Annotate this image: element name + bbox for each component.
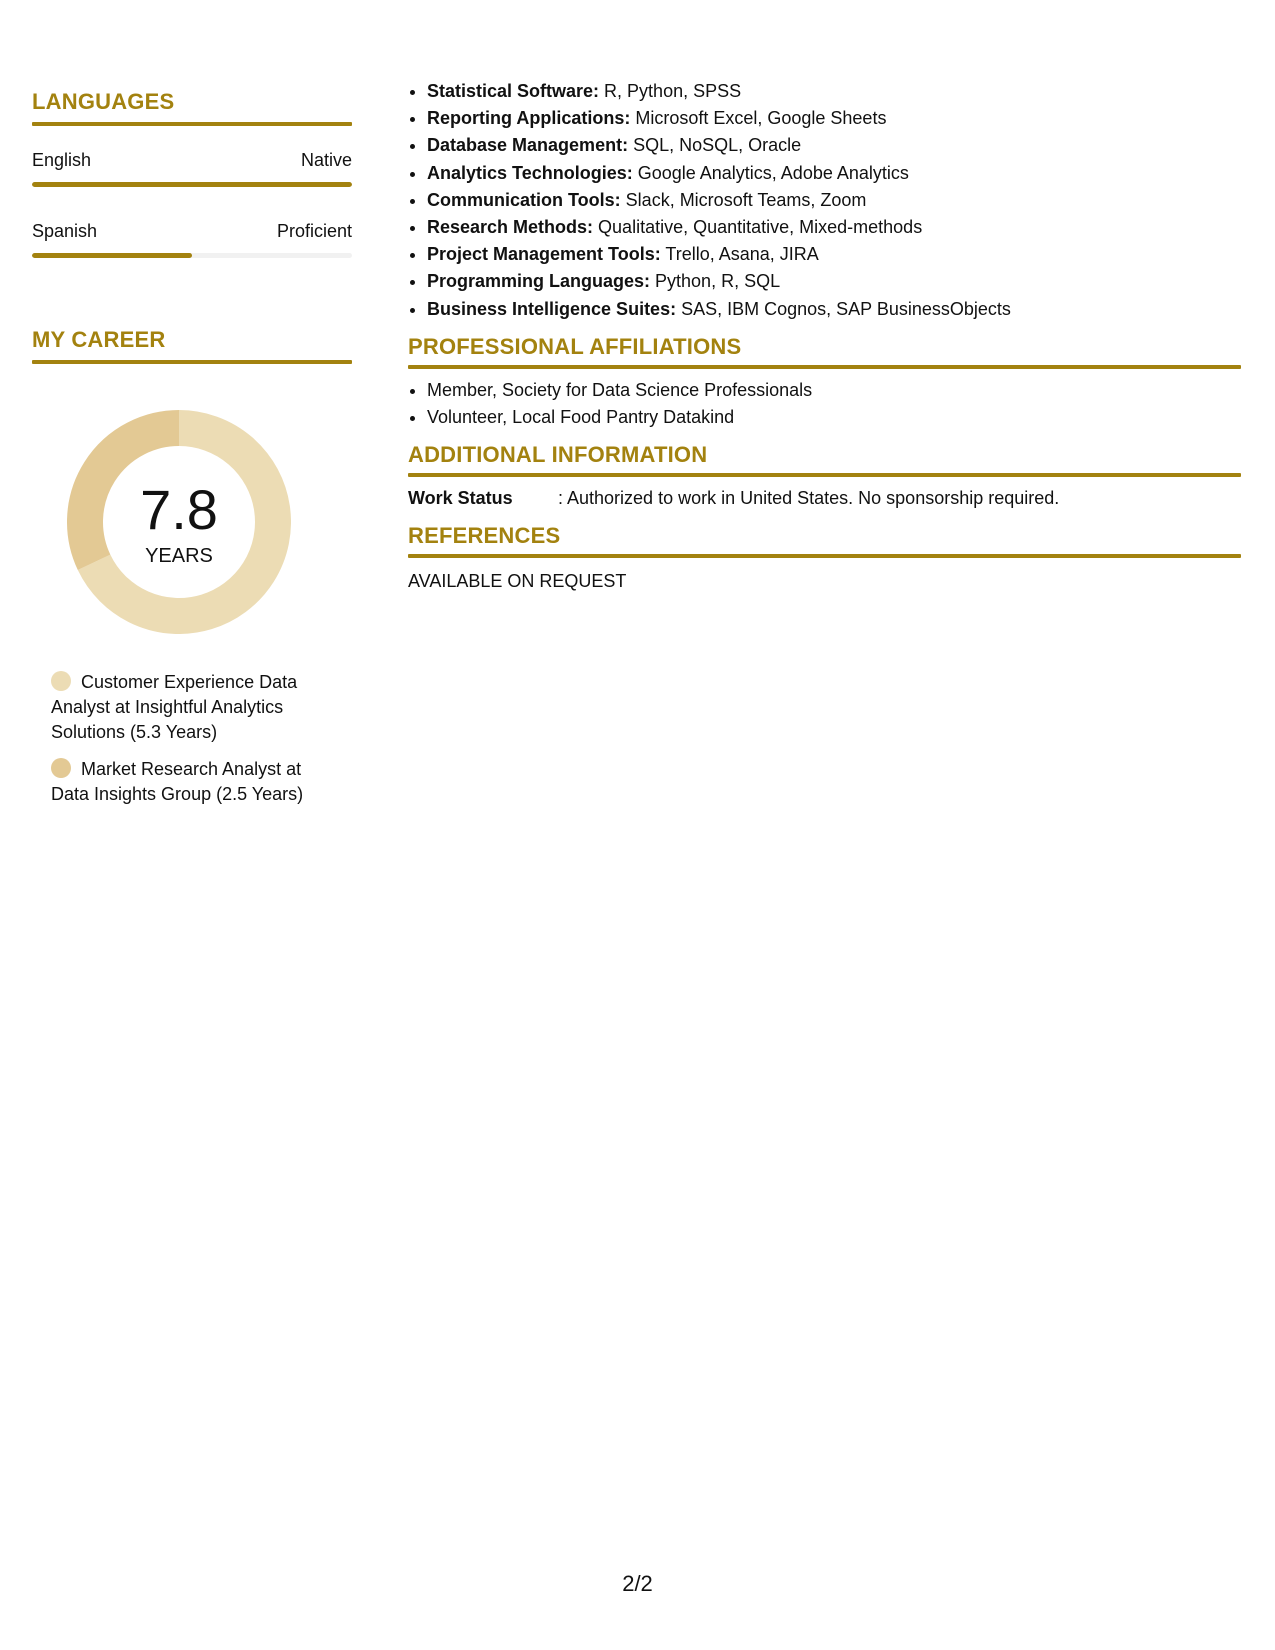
language-level: Native	[300, 150, 352, 170]
affiliations-title-rule	[408, 365, 1241, 369]
career-legend	[51, 670, 331, 807]
affiliations-title: PROFESSIONAL AFFILIATIONS	[408, 333, 742, 359]
skill-value: Python, R, SQL	[650, 271, 781, 292]
skill-label: Reporting Applications:	[427, 108, 631, 129]
skill-item	[427, 214, 1241, 241]
career-total-unit: YEARS	[145, 545, 213, 567]
work-status-row	[408, 485, 1241, 512]
references-title: REFERENCES	[408, 522, 561, 548]
legend-label: Market Research Analyst at Data Insights Group (2.5 Years)	[51, 759, 304, 804]
skill-item	[427, 187, 1241, 214]
skill-value: Trello, Asana, JIRA	[660, 244, 819, 265]
skill-label: Research Methods:	[427, 217, 594, 238]
skill-value: R, Python, SPSS	[599, 81, 742, 101]
page-number: 2/2	[622, 1571, 653, 1596]
skill-value: Slack, Microsoft Teams, Zoom	[620, 189, 867, 210]
career-donut-chart	[67, 410, 291, 634]
language-proficiency-fill	[32, 253, 192, 258]
skills-list	[408, 78, 1241, 323]
affiliations-list	[408, 377, 1241, 431]
language-proficiency-fill	[32, 182, 352, 187]
language-item-english	[32, 148, 352, 187]
skill-value: SQL, NoSQL, Oracle	[628, 135, 802, 156]
legend-item	[51, 670, 331, 745]
career-title-rule	[32, 360, 352, 364]
skill-item	[427, 296, 1241, 323]
list-item: • Member, Society for Data Science Professionals	[427, 377, 1241, 404]
additional-info-title-rule	[408, 473, 1241, 477]
legend-label: Customer Experience Data Analyst at Insightful Analytics Solutions (5.3 Years)	[51, 672, 298, 742]
skill-label: Project Management Tools:	[427, 244, 661, 265]
work-status-value: : Authorized to work in United States. No sponsorship required.	[558, 487, 1060, 508]
language-proficiency-bar	[32, 182, 352, 187]
career-section	[32, 326, 352, 807]
skill-item	[427, 105, 1241, 132]
list-item: • Volunteer, Local Food Pantry Datakind	[427, 404, 1241, 431]
skill-label: Business Intelligence Suites:	[427, 298, 677, 319]
languages-section	[32, 88, 352, 258]
language-level: Proficient	[276, 221, 352, 241]
career-title: MY CAREER	[32, 327, 166, 352]
legend-swatch	[51, 758, 71, 778]
skill-item	[427, 160, 1241, 187]
references-section	[408, 522, 1241, 595]
language-name: Spanish	[32, 221, 98, 241]
legend-item	[51, 757, 331, 807]
references-title-rule	[408, 554, 1241, 558]
skill-label: Communication Tools:	[427, 189, 621, 210]
languages-title-rule	[32, 122, 352, 126]
references-text: AVAILABLE ON REQUEST	[408, 570, 627, 591]
skill-value: Qualitative, Quantitative, Mixed-methods	[593, 217, 923, 238]
skill-item	[427, 132, 1241, 159]
skill-label: Database Management:	[427, 135, 629, 156]
right-column	[408, 78, 1241, 595]
language-name: English	[32, 150, 92, 170]
skill-item	[427, 78, 1241, 105]
languages-title: LANGUAGES	[32, 89, 175, 114]
language-item-spanish	[32, 219, 352, 258]
skill-item	[427, 241, 1241, 268]
affiliations-section	[408, 333, 1241, 431]
work-status-label: Work Status	[408, 487, 513, 508]
skill-value: Google Analytics, Adobe Analytics	[632, 162, 909, 183]
language-proficiency-bar	[32, 253, 352, 258]
skill-label: Programming Languages:	[427, 271, 651, 292]
skill-item	[427, 268, 1241, 295]
skill-label: Statistical Software:	[427, 81, 600, 101]
career-total-years: 7.8	[140, 478, 218, 541]
skill-value: SAS, IBM Cognos, SAP BusinessObjects	[676, 298, 1011, 319]
additional-info-section	[408, 441, 1241, 512]
legend-swatch	[51, 671, 71, 691]
skill-value: Microsoft Excel, Google Sheets	[630, 108, 887, 129]
left-column	[32, 88, 352, 819]
skill-label: Analytics Technologies:	[427, 162, 633, 183]
additional-info-title: ADDITIONAL INFORMATION	[408, 441, 708, 467]
